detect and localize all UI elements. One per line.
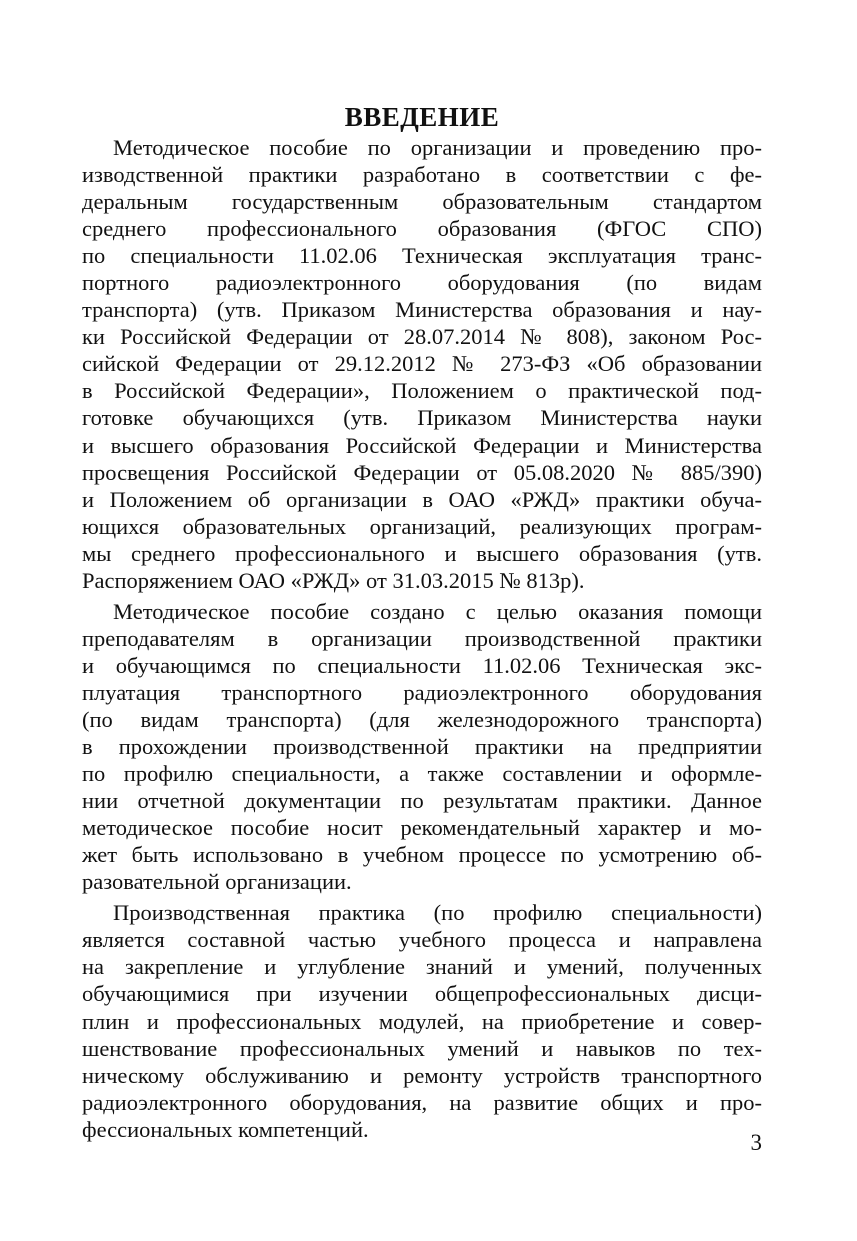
paragraph-1 [82, 134, 762, 594]
text-line: портного радиоэлектронного оборудования (по видам [82, 270, 762, 296]
text-line: в прохождении производственной практики на предприятии [82, 734, 762, 760]
text-line: среднего профессионального образования (ФГОС СПО) [82, 216, 762, 242]
text-line: преподавателям в организации производственной практики [82, 625, 762, 651]
text-line: мы среднего профессионального и высшего образования (утв. [82, 540, 762, 566]
text-line: нии отчетной документации по результатам практики. Данное [82, 788, 762, 814]
page-number: 3 [750, 1130, 762, 1155]
text-line: жет быть использовано в учебном процессе по усмотрению об- [82, 842, 762, 868]
text-line: деральным государственным образовательным стандартом [82, 189, 762, 215]
text-line: плин и профессиональных модулей, на приобретение и совер- [82, 1008, 762, 1034]
text-line: ки Российской Федерации от 28.07.2014 № 808), законом Рос- [82, 324, 762, 350]
text-line: по специальности 11.02.06 Техническая эксплуатация транс- [82, 243, 762, 269]
text-line: и Положением об организации в ОАО «РЖД» практики обуча- [82, 486, 762, 512]
text-line: обучающимися при изучении общепрофессиональных дисци- [82, 981, 762, 1007]
paragraph-2 [82, 598, 762, 896]
text-line: Методическое пособие по организации и проведению про- [113, 135, 762, 160]
text-line: на закрепление и углубление знаний и умений, полученных [82, 954, 762, 980]
text-line: разовательной организации. [82, 869, 352, 895]
text-line: изводственной практики разработано в соответствии с фе- [82, 162, 762, 188]
text-line: по профилю специальности, а также составлении и оформле- [82, 761, 762, 787]
text-line: Методическое пособие создано с целью оказания помощи [113, 598, 762, 624]
text-line: сийской Федерации от 29.12.2012 № 273-ФЗ «Об образовании [82, 351, 762, 377]
text-line: является составной частью учебного процесса и направлена [82, 927, 762, 953]
text-line: и обучающимся по специальности 11.02.06 Техническая экс- [82, 652, 762, 678]
text-line: ющихся образовательных организаций, реализующих програм- [82, 513, 762, 539]
text-line: и высшего образования Российской Федерации и Министерства [82, 432, 762, 458]
text-line: радиоэлектронного оборудования, на развитие общих и про- [82, 1089, 762, 1115]
text-line: методическое пособие носит рекомендательный характер и мо- [82, 815, 762, 841]
text-line: в Российской Федерации», Положением о практической под- [82, 378, 762, 404]
text-line: готовке обучающихся (утв. Приказом Министерства науки [82, 405, 762, 431]
text-line: Распоряжением ОАО «РЖД» от 31.03.2015 № 813р). [82, 567, 585, 593]
text-line: Производственная практика (по профилю специальности) [113, 900, 762, 926]
text-line: (по видам транспорта) (для железнодорожного транспорта) [82, 706, 762, 732]
text-line: плуатация транспортного радиоэлектронного оборудования [82, 679, 762, 705]
text-line: просвещения Российской Федерации от 05.08.2020 № 885/390) [82, 459, 762, 485]
text-line: шенствование профессиональных умений и навыков по тех- [82, 1035, 762, 1061]
text-line: фессиональных компетенций. [82, 1116, 369, 1142]
page-title: ВВЕДЕНИЕ [344, 102, 500, 132]
document-page [82, 100, 762, 1143]
text-line: ническому обслуживанию и ремонту устройств транспортного [82, 1062, 762, 1088]
text-line: транспорта) (утв. Приказом Министерства образования и нау- [82, 297, 762, 323]
paragraph-3 [82, 899, 762, 1142]
